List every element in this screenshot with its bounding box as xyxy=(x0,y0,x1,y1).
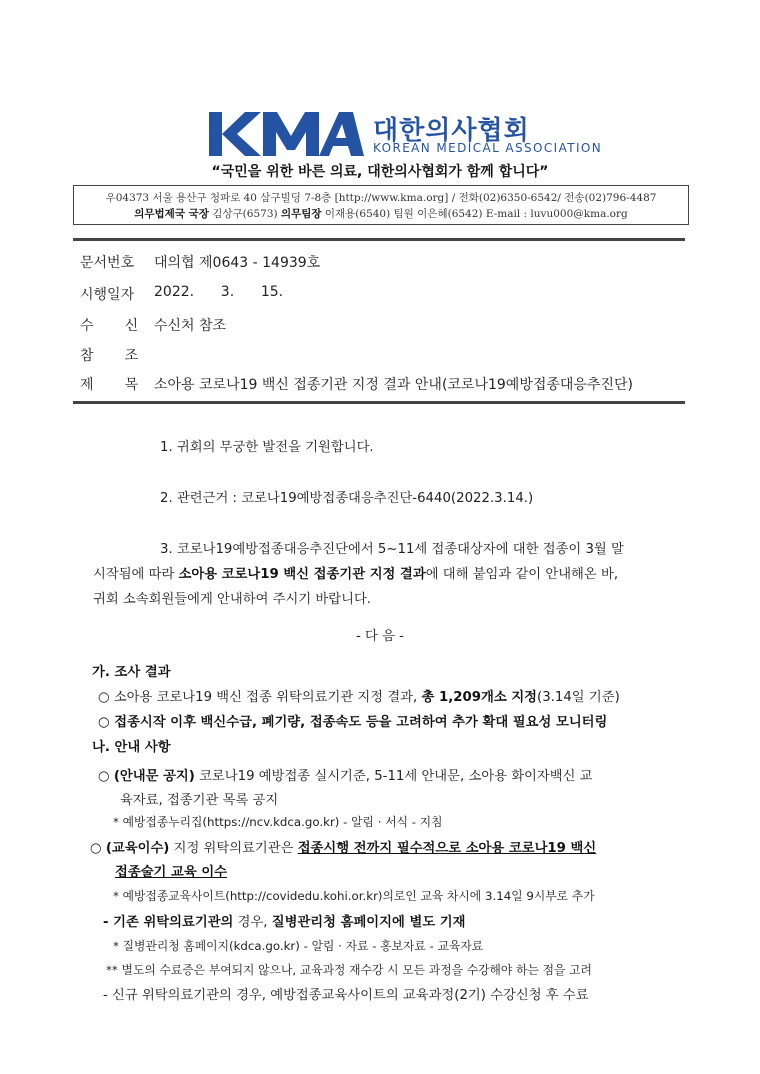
contact-rest: 이재용(6540) 팀원 이은혜(6542) E-mail : luvu000@kma.org xyxy=(324,208,628,220)
na-item-3-note-2: ** 별도의 수료증은 부여되지 않으나, 교육과정 재수강 시 모든 과정을 수강해야 하는 점을 고려 xyxy=(106,963,592,977)
ga1-text-a: ○ 소아용 코로나19 백신 접종 위탁의료기관 지정 결과, xyxy=(98,690,422,705)
svg-text:KMA: KMA xyxy=(303,150,306,151)
contact-box xyxy=(73,185,689,225)
na2-mark: ○ xyxy=(90,841,106,856)
doc-no-label: 문서번호 xyxy=(80,255,135,271)
ga1-text-b: (3.14일 기준) xyxy=(537,690,620,705)
address-line: 우04373 서울 용산구 청파로 40 삼구빌딩 7-8층 [http://www.kma.org] / 전화(02)6350-6542/ 전송(02)796-4487 xyxy=(105,192,657,204)
na-item-1 xyxy=(98,765,593,784)
dept-label: 의무법제국 국장 xyxy=(134,208,209,220)
na3-text-b: 경우, xyxy=(233,915,272,930)
org-name-korean: 대한의사협회 xyxy=(373,116,530,146)
na1-rest: 코로나19 예방접종 실시기준, 5-11세 안내문, 소아용 화이자백신 교 xyxy=(194,769,593,784)
na-item-2-line-2: 접종술기 교육 이수 xyxy=(115,865,228,880)
section-na-heading: 나. 안내 사항 xyxy=(92,740,171,755)
na-item-2-note: * 예방접종교육사이트(http://covidedu.kohi.or.kr)의로인 교육 차시에 3.14일 9시부로 추가 xyxy=(113,889,595,903)
na-item-4: - 신규 위탁의료기관의 경우, 예방접종교육사이트의 교육과정(2기) 수강신청 후 수료 xyxy=(103,988,589,1003)
p3-text-b: 에 대해 붙임과 같이 안내해온 바, xyxy=(425,567,619,582)
subject-label: 제 목 xyxy=(80,377,139,393)
ga-item-2: ○ 접종시작 이후 백신수급, 폐기량, 접종속도 등을 고려하여 추가 확대 필요성 모니터링 xyxy=(98,715,608,730)
na-item-3-note-1: * 질병관리청 홈페이지(kdca.go.kr) - 알림 · 자료 - 홍보자료 - 교육자료 xyxy=(113,939,484,953)
dadeum-heading: - 다 음 - xyxy=(356,629,404,644)
reference-label: 참 조 xyxy=(80,348,139,364)
paragraph-3-line-2 xyxy=(93,563,618,582)
ga1-bold: 총 1,209개소 지정 xyxy=(421,690,538,705)
p3-text-a: 시작됨에 따라 xyxy=(93,567,179,582)
doc-no-value: 대의협 제0643 - 14939호 xyxy=(154,255,321,271)
na1-mark: ○ xyxy=(98,769,114,784)
recipient-label: 수 신 xyxy=(80,318,139,334)
ga-item-1 xyxy=(98,686,620,705)
slogan: “국민을 위한 바른 의료, 대한의사협회가 함께 합니다” xyxy=(211,164,549,180)
na3-bold-c: 질병관리청 홈페이지에 별도 기재 xyxy=(271,915,466,930)
na2-underlined: 접종시행 전까지 필수적으로 소아용 코로나19 백신 xyxy=(297,841,597,856)
dept-name: 김상구(6573) xyxy=(212,208,278,220)
na-item-1-line-2: 육자료, 접종기관 목록 공지 xyxy=(120,793,279,808)
na1-bold: (안내문 공지) xyxy=(113,769,195,784)
kma-logo xyxy=(207,110,365,158)
org-name-english: KOREAN MEDICAL ASSOCIATION xyxy=(373,141,603,155)
na2-bold: (교육이수) xyxy=(105,841,170,856)
header-bottom-rule xyxy=(73,401,685,404)
na3-bold-a: - 기존 위탁의료기관의 xyxy=(103,915,234,930)
team-label: 의무팀장 xyxy=(280,208,322,220)
na-item-1-note: * 예방접종누리집(https://ncv.kdca.go.kr) - 알림 · 서식 - 지침 xyxy=(113,815,443,829)
section-ga-heading: 가. 조사 결과 xyxy=(92,665,171,680)
paragraph-3-line-1: 3. 코로나19예방접종대응추진단에서 5~11세 접종대상자에 대한 접종이 3월 말 xyxy=(160,542,624,557)
na2-mid: 지정 위탁의료기관은 xyxy=(169,841,298,856)
paragraph-1: 1. 귀회의 무궁한 발전을 기원합니다. xyxy=(160,440,374,455)
recipient-value: 수신처 참조 xyxy=(154,318,227,334)
date-value: 2022. 3. 15. xyxy=(154,284,284,300)
p3-bold: 소아용 코로나19 백신 접종기관 지정 결과 xyxy=(178,567,426,582)
na-item-3 xyxy=(103,911,465,930)
paragraph-2: 2. 관련근거 : 코로나19예방접종대응추진단-6440(2022.3.14.) xyxy=(160,491,534,506)
subject-value: 소아용 코로나19 백신 접종기관 지정 결과 안내(코로나19예방접종대응추진단) xyxy=(154,377,633,393)
na-item-2 xyxy=(90,837,596,856)
paragraph-3-line-3: 귀회 소속회원들에게 안내하여 주시기 바랍니다. xyxy=(93,592,372,607)
header-top-rule xyxy=(73,238,685,241)
date-label: 시행일자 xyxy=(80,287,135,303)
contact-line xyxy=(74,206,688,221)
